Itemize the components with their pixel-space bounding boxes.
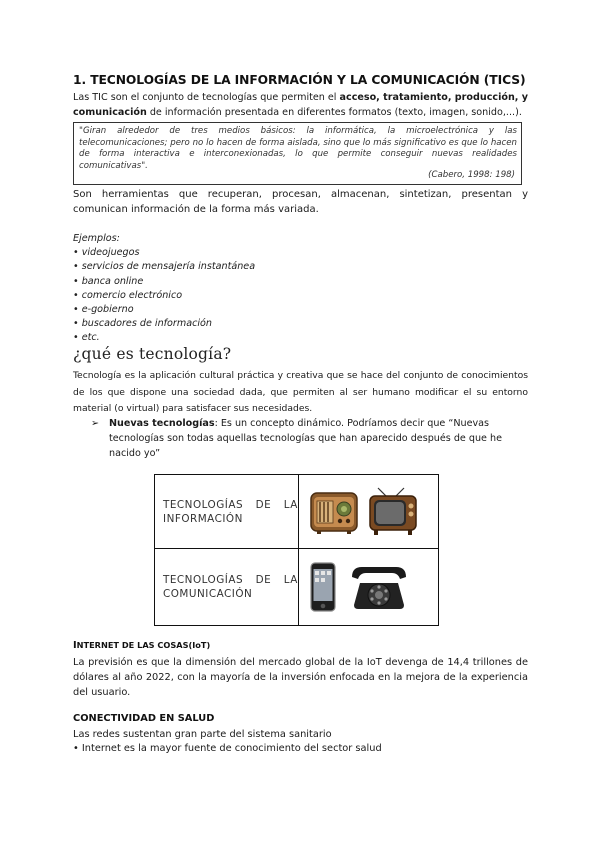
table-cell-label: TECNOLOGÍAS DE LA COMUNICACIÓN [155,549,299,626]
iot-title-rest: NTERNET DE LAS COSAS(IoT) [76,640,211,650]
bullet-text: : Es un concepto dinámico. Podríamos decir que “Nuevas tecnologías son todas aquellas tecnologías que han aparecido después de que he nacido yo” [109,418,502,459]
tics-intro-paragraph [73,90,528,120]
iot-paragraph: La previsión es que la dimensión del mercado global de la IoT devenga de 14,4 trillones de dólares al año 2022, con la mayoría de la inversión enfocada en la mejora de la experiencia del usuario. [73,657,528,698]
quote-citation: (Cabero, 1998: 198) [428,169,515,180]
section-title-technology: ¿qué es tecnología? [73,345,232,363]
table-cell-images [298,549,438,626]
quote-box [73,122,522,185]
table-cell-images [298,475,438,549]
technologies-table [154,474,439,626]
examples-heading: Ejemplos: [73,233,120,244]
intro-text-end: de información presentada en diferentes formatos (texto, imagen, sonido,...). [146,107,522,118]
section-title-tics: 1. TECNOLOGÍAS DE LA INFORMACIÓN Y LA COMUNICACIÓN (TICS) [73,73,526,87]
telephone-icon [348,563,410,611]
list-item: • servicios de mensajería instantánea [73,261,256,273]
arrow-bullet-icon: ➢ [91,418,100,429]
bullet-bold-label: Nuevas tecnologías [109,418,215,429]
section-title-iot [73,640,210,651]
intro-bold-text-2: comunicación [73,107,147,118]
quote-text: "Giran alrededor de tres medios básicos: la informática, la microelectrónica y las telecomunicaciones; pero no lo hacen de forma aislada, sino que lo más significativo es que lo hacen de forma interactiva e interconexionadas, lo que permite conseguir nuevas realidades comunicativas". [79,126,517,171]
tics-tools-paragraph: Son herramientas que recuperan, procesan, almacenan, sintetizan, presentan y comunican información de la forma más variada. [73,189,528,215]
list-item: • videojuegos [73,247,140,259]
table-row [155,549,439,626]
smartphone-icon [309,561,337,613]
list-item: • e-gobierno [73,304,134,316]
intro-bold-text: acceso, tratamiento, producción, y [339,92,529,103]
radio-icon [309,489,359,535]
health-line-2: • Internet es la mayor fuente de conocimiento del sector salud [73,743,382,754]
list-item: • comercio electrónico [73,289,183,301]
iot-title-initial: I [73,640,77,651]
list-item: • buscadores de información [73,318,212,330]
section-title-health: CONECTIVIDAD EN SALUD [73,713,215,724]
intro-text: Las TIC son el conjunto de tecnologías que permiten el [73,92,340,103]
list-item: • etc. [73,332,100,344]
tv-icon [368,487,418,537]
technology-definition: Tecnología es la aplicación cultural práctica y creativa que se hace del conjunto de conocimientos de los que dispone una sociedad dada, que permiten al ser humano modificar el su entorno material (o virtual) para satisfacer sus necesidades. [73,370,528,414]
new-technologies-bullet [91,416,528,461]
health-line-1: Las redes sustentan gran parte del sistema sanitario [73,729,332,740]
table-cell-label: TECNOLOGÍAS DE LA INFORMACIÓN [155,475,299,549]
table-row [155,475,439,549]
list-item: • banca online [73,275,144,287]
examples-list [73,232,373,346]
